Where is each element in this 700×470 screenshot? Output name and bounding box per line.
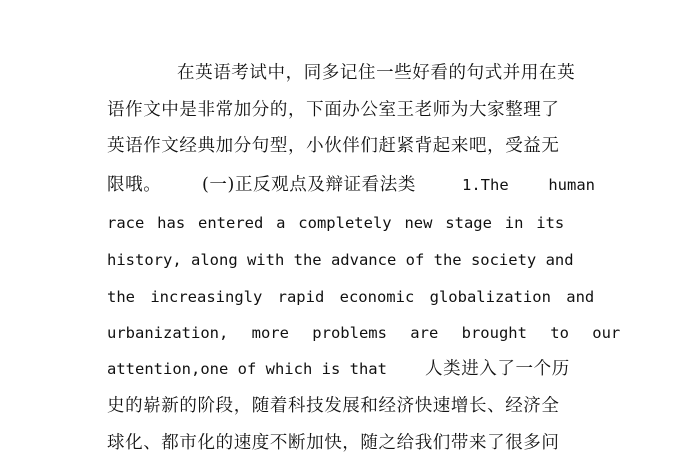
paragraph-text: 英语作文经典加分句型，小伙伴们赶紧背起来吧，受益无 bbox=[107, 136, 560, 156]
paragraph-line-1 bbox=[107, 58, 595, 88]
translation-line-3 bbox=[107, 428, 595, 458]
english-text: urbanization, more problems are brought to our bbox=[107, 324, 621, 342]
translation-line-2 bbox=[107, 391, 595, 421]
paragraph-line-2 bbox=[107, 95, 595, 125]
item-number: 1.The bbox=[462, 176, 509, 194]
paragraph-text: 语作文中是非常加分的，下面办公室王老师为大家整理了 bbox=[107, 100, 560, 120]
english-line-3 bbox=[107, 245, 595, 275]
section-heading: (一)正反观点及辩证看法类 bbox=[202, 175, 416, 195]
english-text: race has entered a completely new stage in its bbox=[107, 214, 565, 232]
paragraph-text: 在英语考试中，同多记住一些好看的句式并用在英 bbox=[177, 63, 576, 83]
translation-text: 人类进入了一个历 bbox=[425, 359, 570, 379]
english-text: human bbox=[548, 176, 595, 194]
paragraph-text: 限哦。 bbox=[107, 175, 162, 195]
translation-text: 球化、都市化的速度不断加快，随之给我们带来了很多问 bbox=[107, 433, 560, 453]
english-text: history, along with the advance of the society and bbox=[107, 251, 574, 269]
english-line-4 bbox=[107, 282, 595, 312]
english-text: attention,one of which is that bbox=[107, 360, 387, 378]
english-text: the increasingly rapid economic globalization and bbox=[107, 288, 595, 306]
paragraph-line-4 bbox=[107, 170, 595, 200]
translation-text: 史的崭新的阶段，随着科技发展和经济快速增长、经济全 bbox=[107, 396, 560, 416]
english-line-2 bbox=[107, 208, 595, 238]
mixed-line bbox=[107, 354, 595, 384]
english-line-5 bbox=[107, 318, 621, 348]
paragraph-line-3 bbox=[107, 131, 595, 161]
